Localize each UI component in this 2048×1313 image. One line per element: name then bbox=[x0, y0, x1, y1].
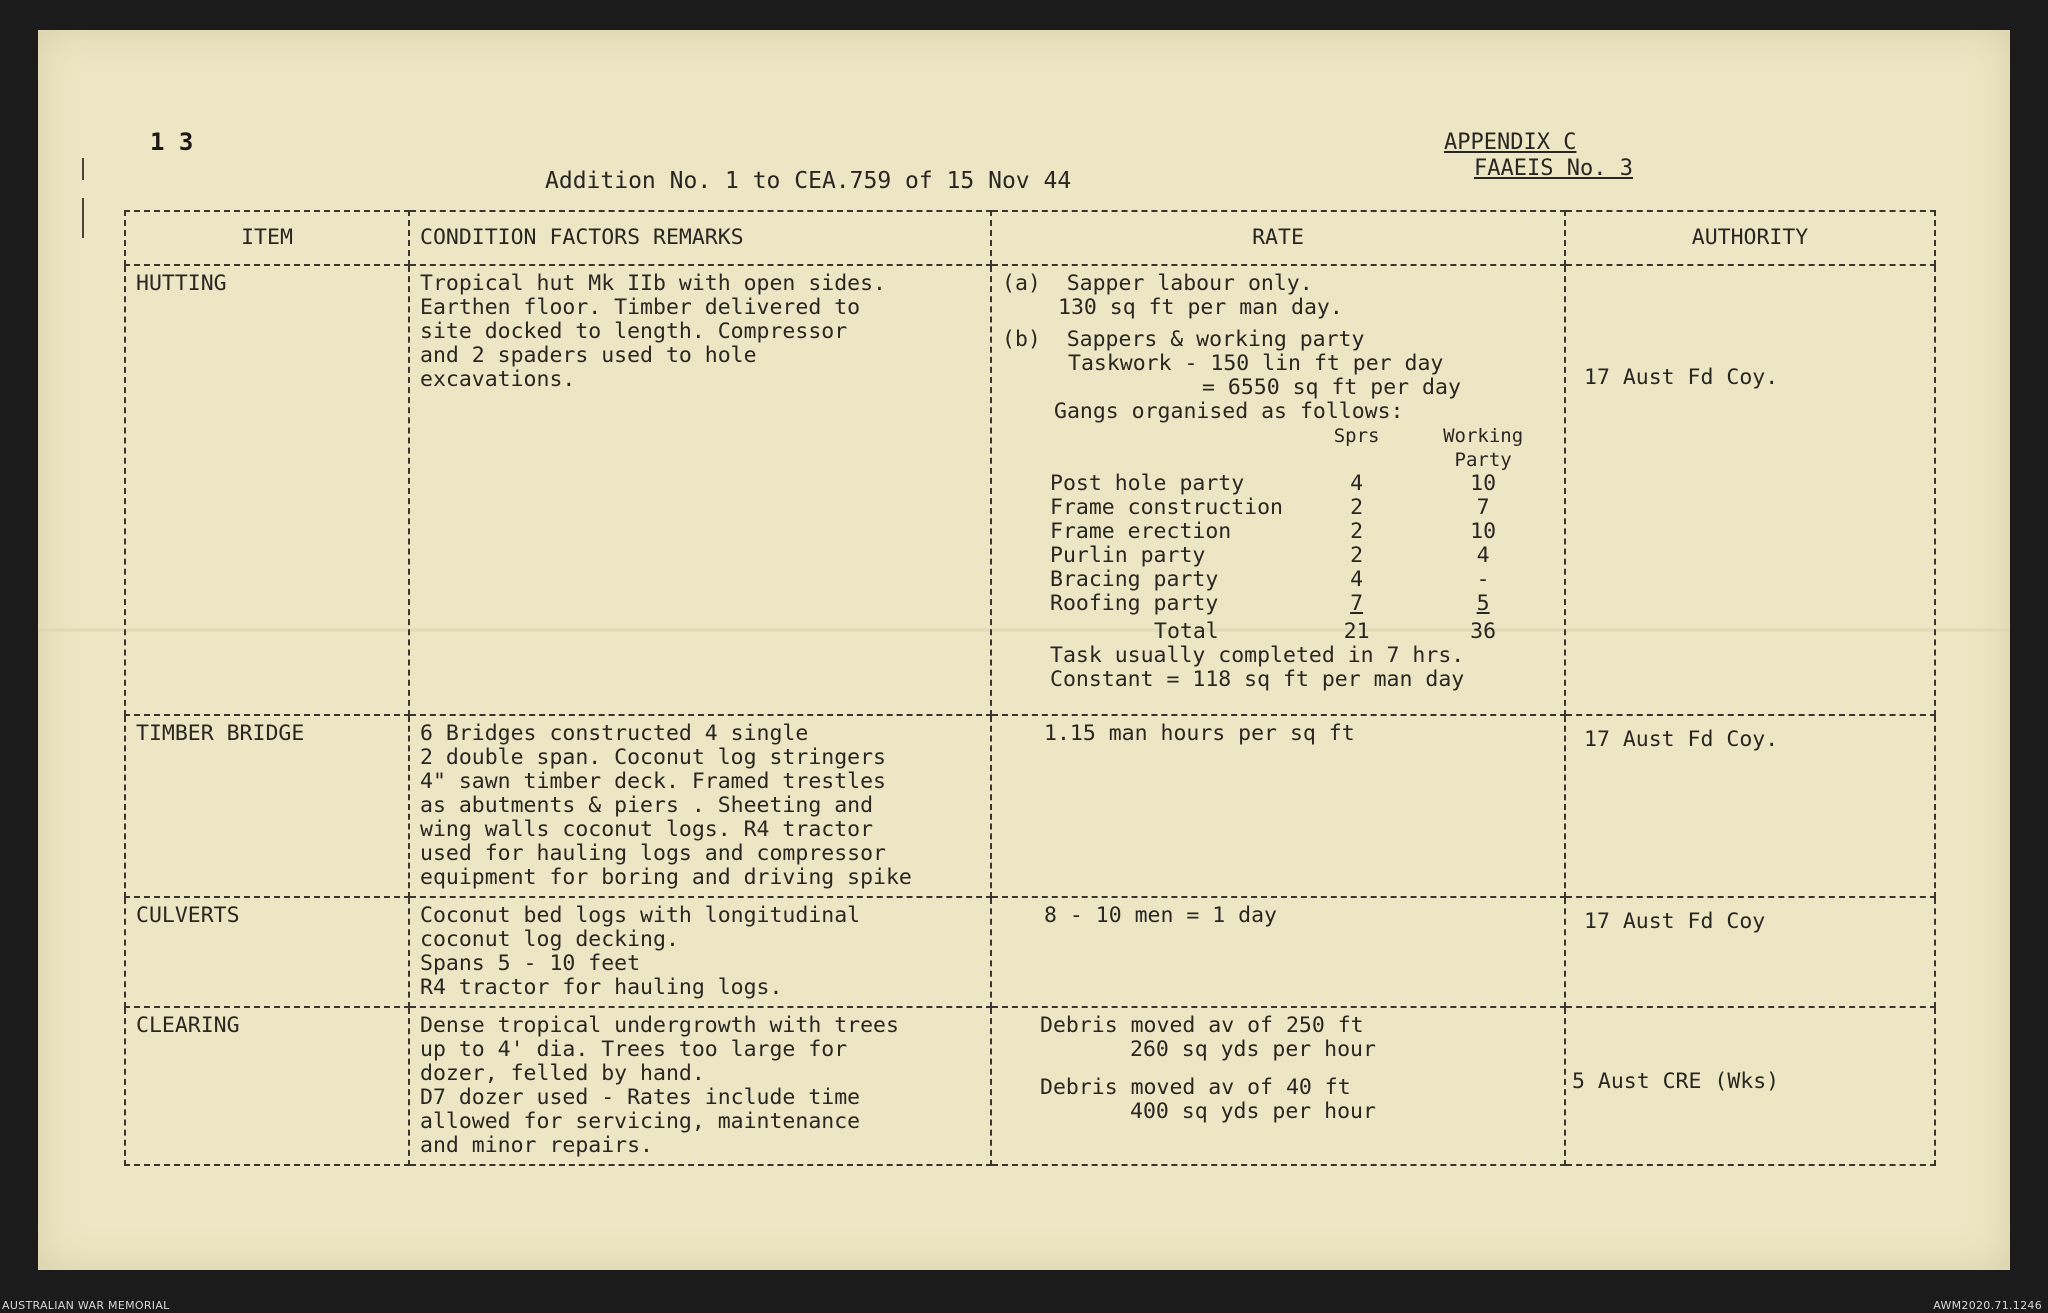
gang-sprs: 4 bbox=[1350, 567, 1364, 592]
authority-cell: 17 Aust Fd Coy. bbox=[1565, 265, 1935, 715]
gang-name: Bracing party bbox=[1050, 567, 1219, 592]
rate-cell bbox=[991, 1007, 1565, 1165]
gang-working-party: - bbox=[1476, 567, 1490, 592]
condition-cell: Coconut bed logs with longitudinal coconut log decking. Spans 5 - 10 feet R4 tractor for hauling logs. bbox=[409, 897, 991, 1007]
rate-line: Task usually completed in 7 hrs. bbox=[1050, 643, 1465, 668]
rate-cell: 8 - 10 men = 1 day bbox=[991, 897, 1565, 1007]
rates-table bbox=[124, 210, 1936, 1166]
gang-row bbox=[1050, 472, 1554, 496]
gang-name: Purlin party bbox=[1050, 543, 1206, 568]
gang-name: Frame erection bbox=[1050, 519, 1232, 544]
folio-number: 1 3 bbox=[150, 128, 194, 156]
gang-working-party: 7 bbox=[1476, 495, 1490, 520]
gangs-header-blank bbox=[1050, 424, 1301, 472]
gang-name: Post hole party bbox=[1050, 471, 1245, 496]
gang-row bbox=[1050, 568, 1554, 592]
gangs-header-sprs: Sprs bbox=[1333, 425, 1380, 447]
margin-mark bbox=[82, 198, 84, 238]
authority-cell: 17 Aust Fd Coy bbox=[1565, 897, 1935, 1007]
gang-sprs: 2 bbox=[1350, 519, 1364, 544]
item-cell: CULVERTS bbox=[125, 897, 409, 1007]
condition-cell: Tropical hut Mk IIb with open sides. Earthen floor. Timber delivered to site docked to length. Compressor and 2 spaders used to hole excavations. bbox=[409, 265, 991, 715]
authority-cell: 5 Aust CRE (Wks) bbox=[1565, 1007, 1935, 1165]
header-condition: CONDITION FACTORS REMARKS bbox=[409, 211, 991, 265]
condition-cell: 6 Bridges constructed 4 single 2 double span. Coconut log stringers 4" sawn timber deck. Framed trestles as abutments & piers . Sheeting and wing walls coconut logs. R4 tractor used for hauling logs and compressor equipment for boring and driving spike bbox=[409, 715, 991, 897]
gangs-total-row bbox=[1050, 616, 1554, 644]
rate-line: 400 sq yds per hour bbox=[1130, 1099, 1376, 1124]
rate-line: Constant = 118 sq ft per man day bbox=[1050, 667, 1465, 692]
authority-cell: 17 Aust Fd Coy. bbox=[1565, 715, 1935, 897]
rate-line: Gangs organised as follows: bbox=[1054, 399, 1404, 424]
gang-name: Roofing party bbox=[1050, 591, 1219, 616]
header-rate: RATE bbox=[991, 211, 1565, 265]
gang-working-party: 5 bbox=[1476, 591, 1490, 616]
gang-row bbox=[1050, 520, 1554, 544]
total-sprs: 21 bbox=[1343, 619, 1370, 644]
gang-sprs: 4 bbox=[1350, 471, 1364, 496]
document-heading: Addition No. 1 to CEA.759 of 15 Nov 44 bbox=[545, 168, 1072, 194]
table-row-timber-bridge bbox=[125, 715, 1935, 897]
rate-line: (b) Sappers & working party bbox=[1002, 327, 1365, 352]
table-row-culverts bbox=[125, 897, 1935, 1007]
appendix-line: APPENDIX C bbox=[1444, 130, 1577, 155]
gang-row bbox=[1050, 592, 1554, 616]
margin-mark bbox=[82, 158, 84, 180]
appendix-reference bbox=[1444, 130, 1633, 182]
gang-working-party: 10 bbox=[1470, 519, 1497, 544]
gangs-table bbox=[1050, 424, 1554, 644]
table-row-hutting bbox=[125, 265, 1935, 715]
rate-line: 260 sq yds per hour bbox=[1130, 1037, 1376, 1062]
total-working-party: 36 bbox=[1470, 619, 1497, 644]
condition-cell: Dense tropical undergrowth with trees up to 4' dia. Trees too large for dozer, felled by hand. D7 dozer used - Rates include time allowed for servicing, maintenance and minor repairs. bbox=[409, 1007, 991, 1165]
gangs-header-working-party: Working Party bbox=[1443, 425, 1524, 471]
gang-working-party: 10 bbox=[1470, 471, 1497, 496]
gang-row bbox=[1050, 544, 1554, 568]
rate-cell: 1.15 man hours per sq ft bbox=[991, 715, 1565, 897]
rate-line: Debris moved av of 250 ft bbox=[1040, 1013, 1364, 1038]
gang-working-party: 4 bbox=[1476, 543, 1490, 568]
rate-line: (a) Sapper labour only. bbox=[1002, 271, 1313, 296]
table-header-row bbox=[125, 211, 1935, 265]
total-label: Total bbox=[1154, 619, 1219, 644]
appendix-line: FAAEIS No. 3 bbox=[1474, 156, 1633, 181]
item-cell: TIMBER BRIDGE bbox=[125, 715, 409, 897]
header-authority: AUTHORITY bbox=[1565, 211, 1935, 265]
rate-line: Debris moved av of 40 ft bbox=[1040, 1075, 1351, 1100]
rate-line: 130 sq ft per man day. bbox=[1058, 295, 1343, 320]
table-row-clearing bbox=[125, 1007, 1935, 1165]
item-cell: CLEARING bbox=[125, 1007, 409, 1165]
footer-institution: AUSTRALIAN WAR MEMORIAL bbox=[2, 1299, 170, 1312]
gang-name: Frame construction bbox=[1050, 495, 1283, 520]
rate-cell bbox=[991, 265, 1565, 715]
gangs-header-row bbox=[1050, 424, 1554, 472]
item-cell: HUTTING bbox=[125, 265, 409, 715]
gang-sprs: 2 bbox=[1350, 543, 1364, 568]
gang-sprs: 2 bbox=[1350, 495, 1364, 520]
rate-line: = 6550 sq ft per day bbox=[1202, 375, 1461, 400]
gang-row bbox=[1050, 496, 1554, 520]
footer-accession-number: AWM2020.71.1246 bbox=[1933, 1299, 2042, 1312]
header-item: ITEM bbox=[125, 211, 409, 265]
gang-sprs: 7 bbox=[1350, 591, 1364, 616]
rate-line: Taskwork - 150 lin ft per day bbox=[1068, 351, 1444, 376]
